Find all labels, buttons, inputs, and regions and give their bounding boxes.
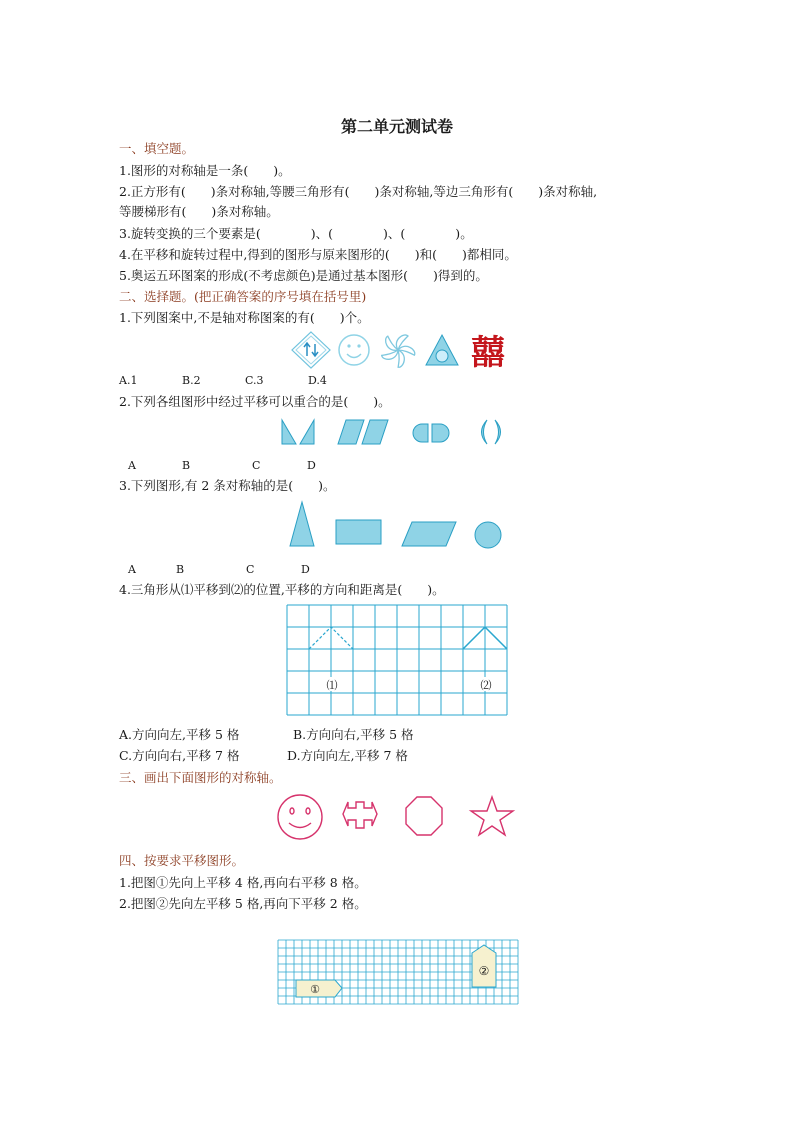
pair-b-parallelogram-left bbox=[338, 420, 364, 444]
question-1-1: 1.图形的对称轴是一条( )。 bbox=[119, 163, 291, 178]
pair-c-semicircle-left bbox=[413, 424, 428, 442]
grid-label-1: ⑴ bbox=[326, 679, 338, 692]
q2-1-option-a: A.1 bbox=[119, 374, 138, 387]
question-4-1: 1.把图①先向上平移 4 格,再向右平移 8 格。 bbox=[119, 875, 367, 890]
q2-1-figures bbox=[292, 331, 508, 373]
pair-c-semicircle-right bbox=[432, 424, 449, 442]
triangle-circle-figure bbox=[426, 335, 458, 365]
star-figure bbox=[471, 797, 513, 835]
q2-4-option-b: B.方向向右,平移 5 格 bbox=[293, 727, 414, 742]
section-1-heading: 一、填空题。 bbox=[119, 141, 195, 156]
double-arrow-cross-figure bbox=[343, 802, 377, 828]
parallelogram-shape bbox=[402, 522, 456, 546]
q2-3-label-d: D bbox=[301, 563, 310, 576]
pair-b-parallelogram-right bbox=[362, 420, 388, 444]
section-3-heading: 三、画出下面图形的对称轴。 bbox=[119, 770, 282, 785]
question-1-3: 3.旋转变换的三个要素是( )、( )、( )。 bbox=[119, 226, 473, 241]
q2-1-option-c: C.3 bbox=[245, 374, 264, 387]
symmetry-figures bbox=[276, 794, 518, 840]
pair-d-crescent-left bbox=[482, 420, 488, 444]
q2-1-option-b: B.2 bbox=[182, 374, 201, 387]
translation-grid-1 bbox=[287, 605, 507, 717]
q2-2-label-c: C bbox=[252, 459, 261, 472]
q2-4-option-c: C.方向向右,平移 7 格 bbox=[119, 748, 240, 763]
q2-2-figures bbox=[280, 418, 516, 446]
isosceles-triangle-shape bbox=[290, 502, 314, 546]
q2-1-option-d: D.4 bbox=[308, 374, 327, 387]
smiley-figure bbox=[339, 335, 369, 365]
question-2-1: 1.下列图案中,不是轴对称图案的有( )个。 bbox=[119, 310, 370, 325]
circle-shape bbox=[475, 522, 501, 548]
section-2-heading: 二、选择题。(把正确答案的序号填在括号里) bbox=[119, 289, 367, 304]
question-2-2: 2.下列各组图形中经过平移可以重合的是( )。 bbox=[119, 394, 391, 409]
q2-3-label-c: C bbox=[246, 563, 255, 576]
question-2-4: 4.三角形从⑴平移到⑵的位置,平移的方向和距离是( )。 bbox=[119, 582, 445, 597]
diamond-arrows-figure bbox=[292, 332, 330, 368]
smiley-face-figure bbox=[278, 795, 322, 839]
question-1-2a: 2.正方形有( )条对称轴,等腰三角形有( )条对称轴,等边三角形有( )条对称轴, bbox=[119, 184, 598, 199]
pinwheel-figure bbox=[381, 335, 415, 368]
q2-4-option-a: A.方向向左,平移 5 格 bbox=[119, 727, 240, 742]
page-title: 第二单元测试卷 bbox=[340, 117, 453, 136]
octagon-figure bbox=[406, 797, 442, 835]
q2-2-label-a: A bbox=[128, 459, 136, 472]
q2-3-label-a: A bbox=[128, 563, 136, 576]
shape-1-label: ① bbox=[310, 983, 320, 996]
pair-a-triangle-right bbox=[300, 420, 314, 444]
q2-2-label-d: D bbox=[307, 459, 316, 472]
question-1-4: 4.在平移和旋转过程中,得到的图形与原来图形的( )和( )都相同。 bbox=[119, 247, 517, 262]
q2-2-label-b: B bbox=[182, 459, 191, 472]
question-1-2b: 等腰梯形有( )条对称轴。 bbox=[119, 204, 279, 219]
question-1-5: 5.奥运五环图案的形成(不考虑颜色)是通过基本图形( )得到的。 bbox=[119, 268, 488, 283]
pair-a-triangle-left bbox=[282, 420, 296, 444]
double-happiness-figure: 囍 bbox=[471, 333, 505, 373]
pair-d-crescent-right bbox=[495, 420, 501, 444]
rectangle-shape bbox=[336, 520, 381, 544]
question-2-3: 3.下列图形,有 2 条对称轴的是( )。 bbox=[119, 478, 336, 493]
question-4-2: 2.把图②先向左平移 5 格,再向下平移 2 格。 bbox=[119, 896, 367, 911]
q2-3-label-b: B bbox=[176, 563, 185, 576]
q2-4-option-d: D.方向向左,平移 7 格 bbox=[287, 748, 408, 763]
shape-2-label: ② bbox=[478, 964, 490, 978]
translation-grid-2 bbox=[278, 940, 518, 1008]
q2-3-figures bbox=[288, 500, 504, 548]
grid-label-2: ⑵ bbox=[480, 679, 492, 692]
section-4-heading: 四、按要求平移图形。 bbox=[119, 853, 245, 868]
